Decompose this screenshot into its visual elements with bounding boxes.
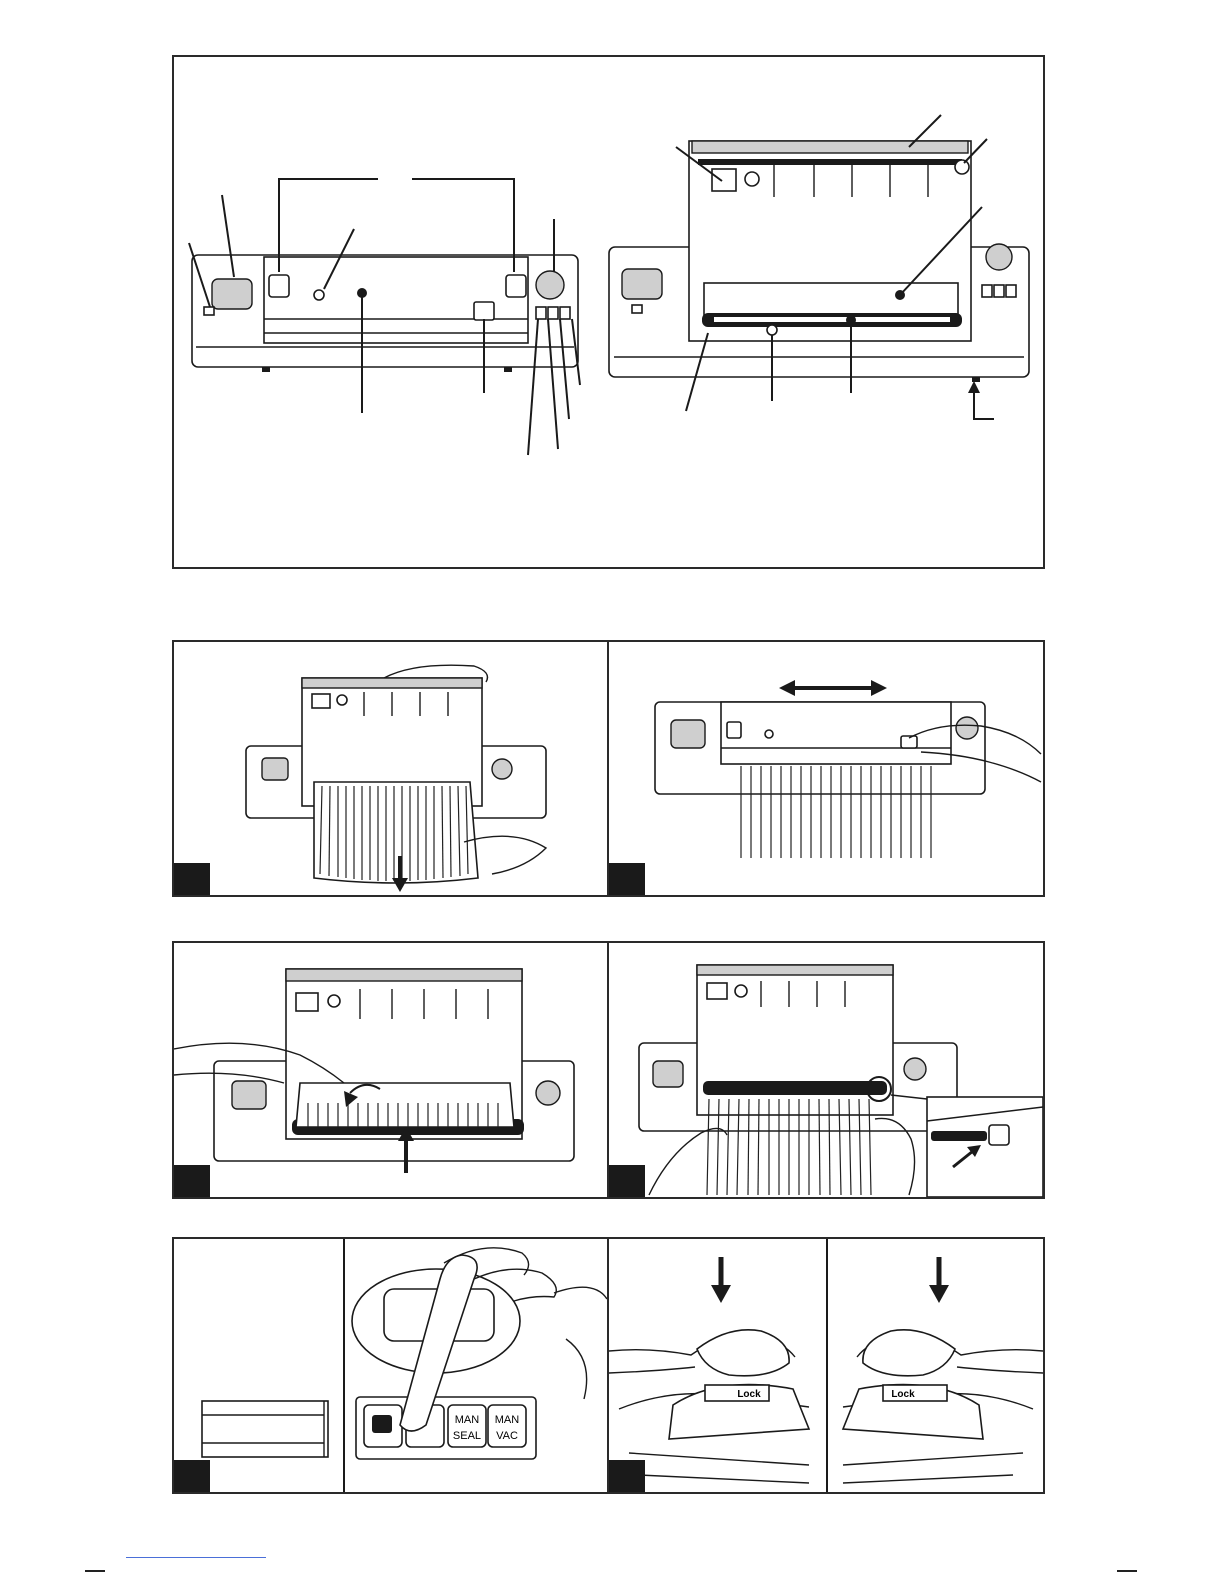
- man-seal-label-bottom: SEAL: [452, 1430, 482, 1442]
- footer-link-rule: [126, 1557, 266, 1558]
- step-6-figure: [607, 1237, 1045, 1494]
- overview-figure: [172, 55, 1045, 569]
- step-2-marker: [609, 863, 645, 895]
- overview-drawing: [174, 57, 1043, 567]
- step-5-drawing: [174, 1239, 607, 1492]
- step-3-figure: [172, 941, 609, 1199]
- step-2-figure: [607, 640, 1045, 897]
- man-seal-label-top: MAN: [454, 1414, 480, 1426]
- step-3-drawing: [174, 943, 607, 1197]
- step-5-marker: [174, 1460, 210, 1492]
- step-1-marker: [174, 863, 210, 895]
- step-2-drawing: [609, 642, 1043, 895]
- step-6-drawing: [609, 1239, 1043, 1492]
- man-vac-label-top: MAN: [494, 1414, 520, 1426]
- man-vac-label-bottom: VAC: [496, 1430, 518, 1442]
- step-6-marker: [609, 1460, 645, 1492]
- sealer-closed-view: [192, 255, 578, 372]
- lock-label-left: Lock: [737, 1389, 761, 1400]
- step-5-figure: [172, 1237, 609, 1494]
- step-4-marker: [609, 1165, 645, 1197]
- step-4-drawing: [609, 943, 1043, 1197]
- footer-mark-right: [1117, 1570, 1137, 1572]
- footer-mark-left: [85, 1570, 105, 1572]
- step-1-figure: [172, 640, 609, 897]
- step-1-drawing: [174, 642, 607, 895]
- lock-label-right: Lock: [891, 1389, 915, 1400]
- step-4-figure: [607, 941, 1045, 1199]
- sealer-open-view: [609, 141, 1029, 382]
- step-3-marker: [174, 1165, 210, 1197]
